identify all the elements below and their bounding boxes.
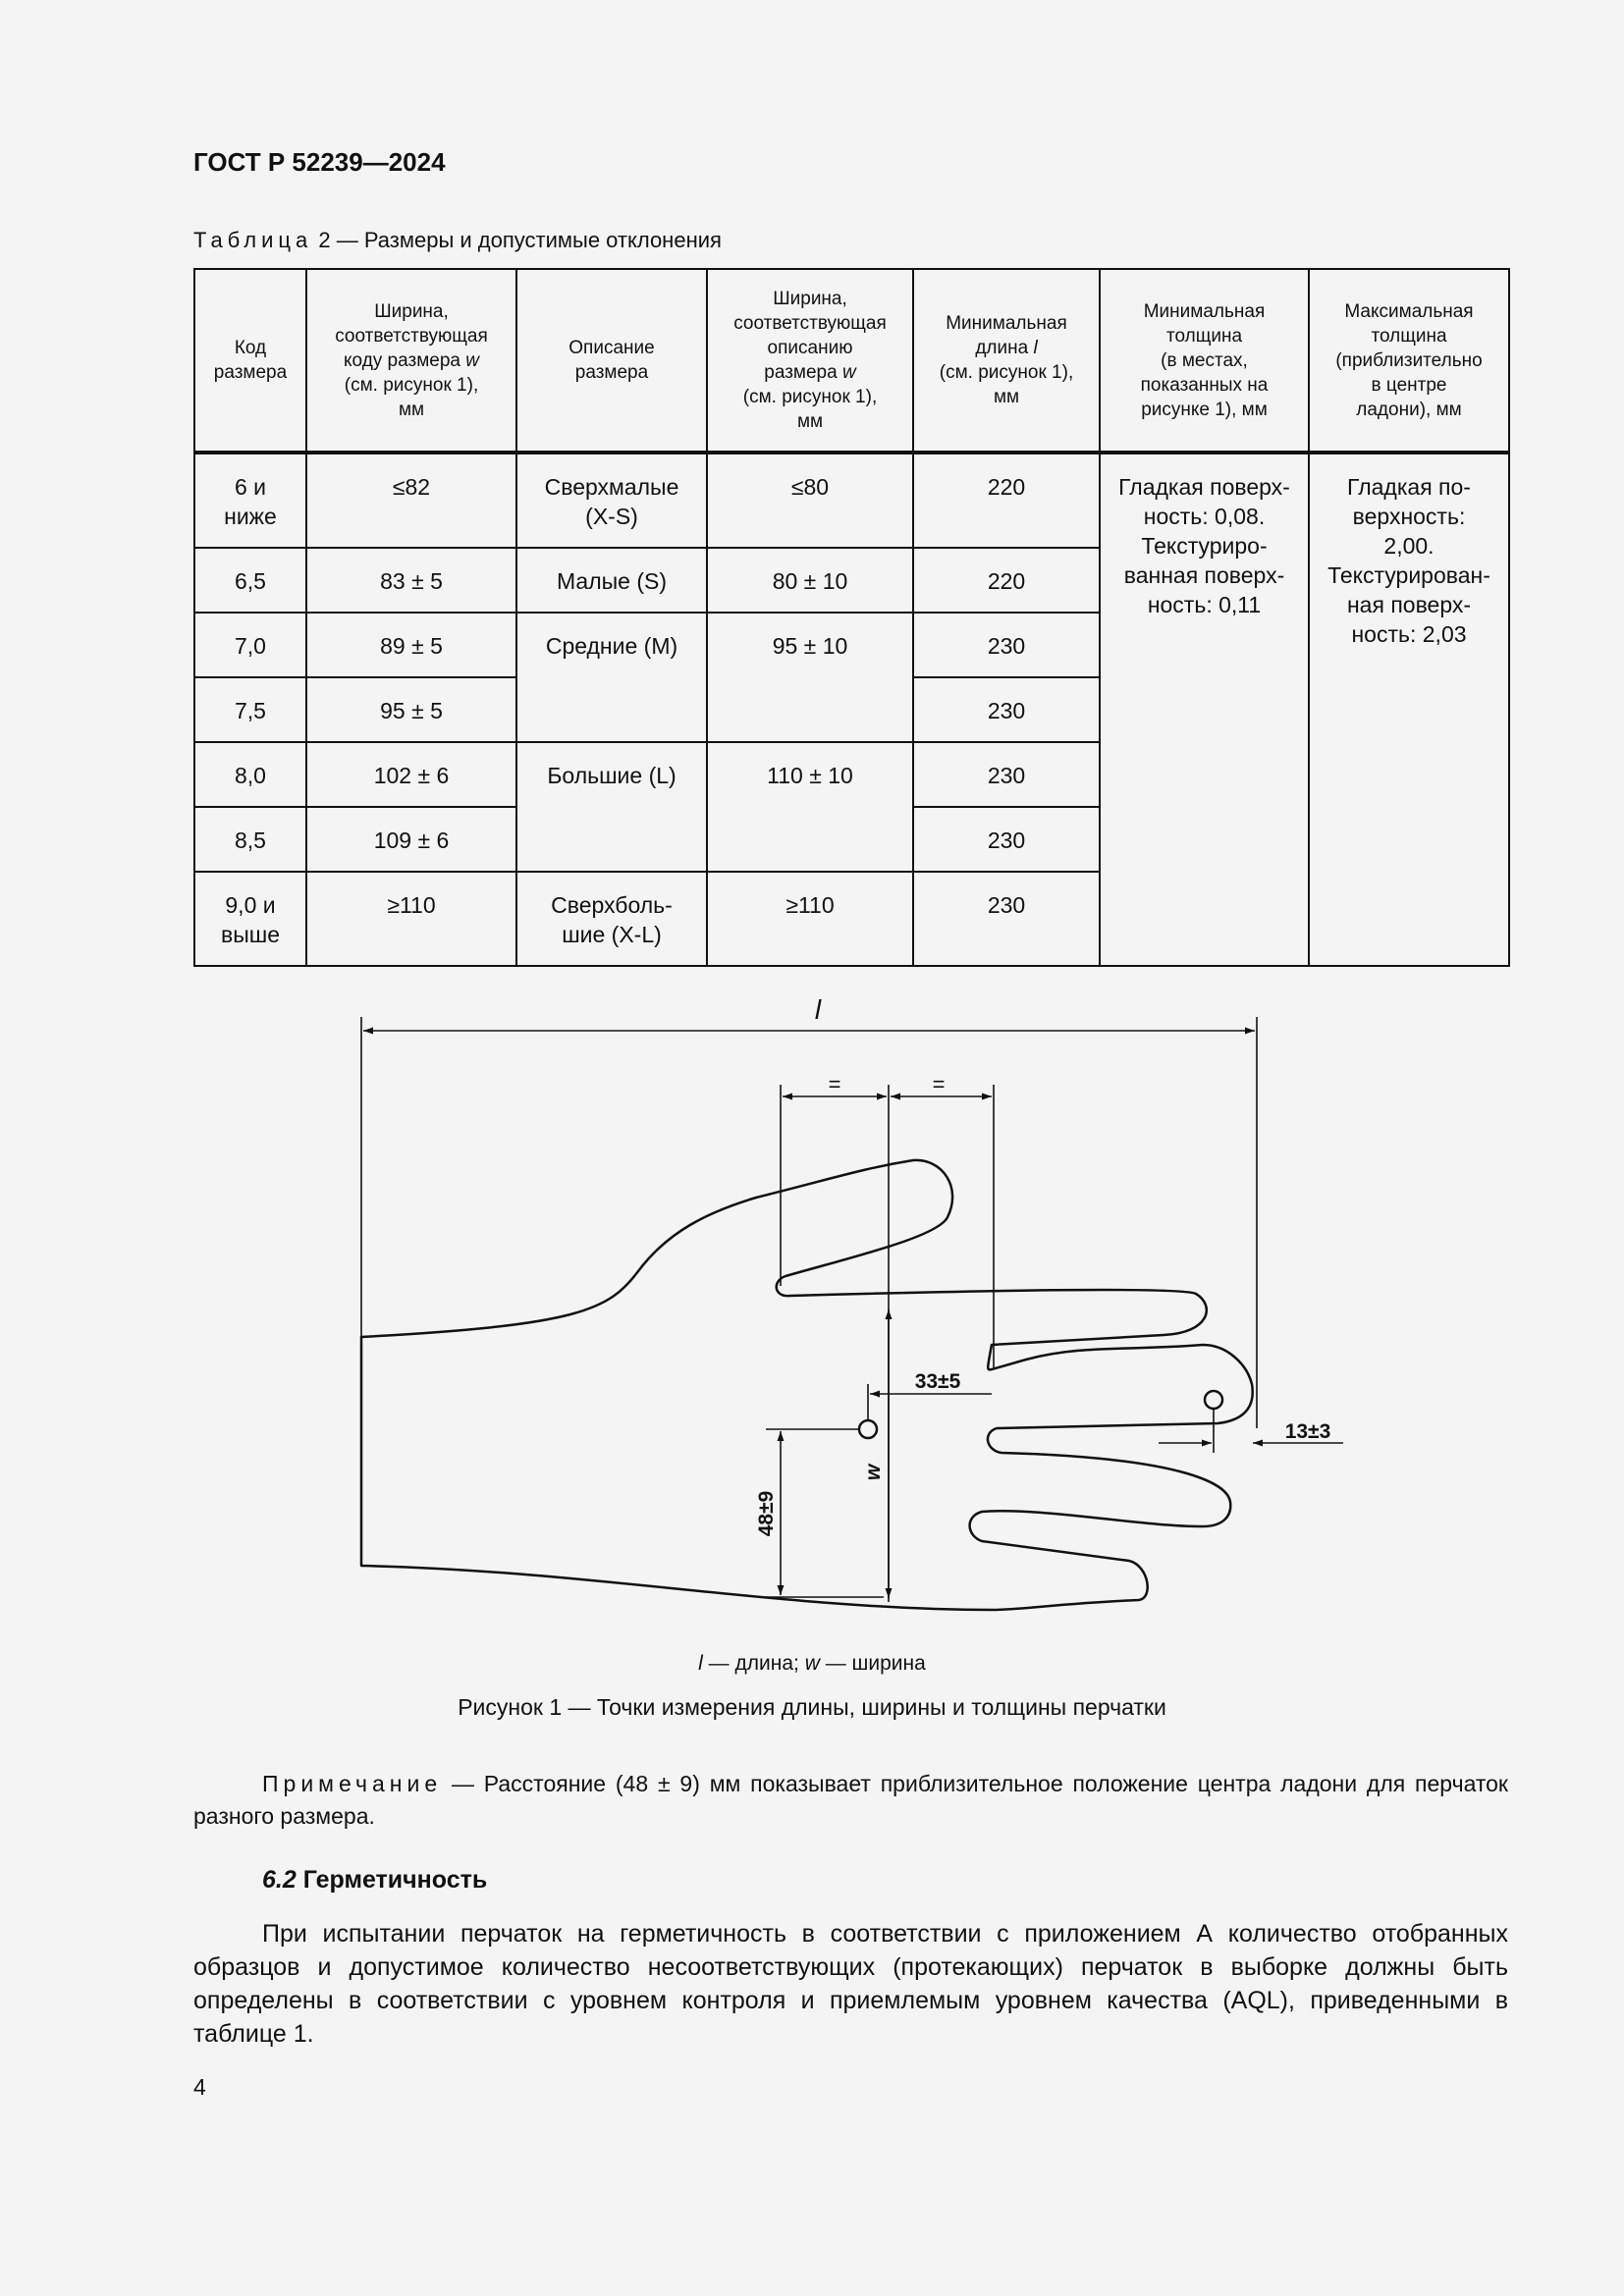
cell-line: толщина (1165, 325, 1243, 347)
table-row (194, 453, 1509, 548)
cell-line: размера (213, 362, 288, 383)
figure-caption: Рисунок 1 — Точки измерения длины, ширины и толщины перчатки (458, 1694, 1166, 1720)
dim-33-label: 33±5 (914, 1370, 961, 1393)
body-paragraph (193, 1917, 1508, 2051)
cell-line: ность: 0,11 (1147, 592, 1262, 617)
body-text: При испытании перчаток на герметичность в соответствии с приложением А количество отобранных образцов и допустимое количество несоответствующих (протекающих) перчаток в выборке должны быть определены в соответствии с уровнем контроля и приемлемым уровнем качества (AQL), приведенными в таблице 1. (193, 1920, 1508, 2048)
cell-width-code: 89 ± 5 (306, 613, 516, 677)
cell-line: 6 и (234, 474, 267, 500)
cell-line: (приблизительно (1335, 349, 1483, 371)
figure-legend (0, 1652, 1624, 1676)
glove-measurement-figure (334, 982, 1365, 1639)
cell-width-code: 102 ± 6 (306, 742, 516, 807)
cell-width-description: 110 ± 10 (707, 742, 913, 872)
cell-line: мм (796, 411, 824, 432)
cell-line: Средние (M) (545, 633, 678, 659)
section-number: 6.2 (262, 1866, 297, 1894)
cell-width-description: 95 ± 10 (707, 613, 913, 742)
cell-line: в центре (1371, 374, 1447, 396)
cell-width-code: ≥110 (306, 872, 516, 966)
glove-outline (361, 1160, 1253, 1610)
cell-min-length: 220 (913, 453, 1100, 548)
equal-mark-right: = (932, 1072, 946, 1096)
cell-min-length: 220 (913, 548, 1100, 613)
cell-line: (X-S) (585, 504, 638, 529)
cell-min-thickness (1100, 453, 1309, 966)
cell-width-code: 83 ± 5 (306, 548, 516, 613)
cell-line: Сверхболь- (551, 892, 673, 918)
length-label: l (814, 994, 822, 1025)
cell-line: (см. рисунок 1), (939, 362, 1074, 383)
header-description (516, 269, 707, 453)
header-width-description (707, 269, 913, 453)
cell-line: (в местах, (1161, 349, 1248, 371)
cell-line: 8,0 (235, 763, 266, 788)
dim-13-label: 13±3 (1284, 1420, 1331, 1443)
cell-description (516, 742, 707, 872)
table-caption (193, 228, 722, 253)
cell-min-length: 230 (913, 742, 1100, 807)
cell-code (194, 548, 306, 613)
note-text: — Расстояние (48 ± 9) мм показывает приблизительное положение центра ладони для перчаток разного размера. (193, 1771, 1508, 1829)
cell-code (194, 807, 306, 872)
cell-line: Ширина, (773, 289, 847, 309)
cell-line: коду размера w (344, 349, 479, 371)
cell-min-length: 230 (913, 807, 1100, 872)
size-table (193, 268, 1510, 967)
cell-line: выше (221, 922, 280, 947)
cell-line: размера (574, 362, 649, 383)
cell-line: (см. рисунок 1), (344, 374, 479, 396)
cell-line: 2,00. (1383, 533, 1435, 559)
legend-text-2: — ширина (819, 1652, 926, 1675)
finger-measurement-point (1205, 1391, 1222, 1409)
cell-line: толщина (1371, 325, 1447, 347)
cell-max-thickness (1309, 453, 1509, 966)
cell-code (194, 742, 306, 807)
cell-code (194, 613, 306, 677)
cell-line: мм (398, 399, 425, 420)
cell-min-length: 230 (913, 872, 1100, 966)
cell-description (516, 613, 707, 742)
cell-line: ность: 2,03 (1351, 621, 1467, 647)
cell-line: 6,5 (235, 568, 266, 594)
width-label: w (862, 1464, 885, 1481)
table-header-row (194, 269, 1509, 453)
cell-line: длина l (975, 338, 1038, 358)
cell-line: 8,5 (235, 828, 266, 853)
cell-line: Малые (S) (556, 568, 667, 594)
cell-min-length: 230 (913, 677, 1100, 742)
cell-line: мм (993, 387, 1020, 407)
cell-line: Гладкая по- (1347, 474, 1471, 500)
cell-line: Код (234, 338, 267, 358)
cell-line: Гладкая поверх- (1118, 474, 1290, 500)
cell-width-description: ≥110 (707, 872, 913, 966)
cell-line: ность: 0,08. (1143, 504, 1266, 529)
cell-line: ная поверх- (1346, 592, 1472, 617)
cell-line: соответствующая (733, 313, 887, 334)
cell-line: (см. рисунок 1), (742, 387, 878, 407)
cell-line: размера w (764, 362, 856, 383)
cell-width-code: ≤82 (306, 453, 516, 548)
legend-w: w (804, 1652, 820, 1675)
cell-width-description: 80 ± 10 (707, 548, 913, 613)
cell-line: Минимальная (946, 313, 1067, 334)
cell-line: 9,0 и (225, 892, 276, 918)
cell-line: Описание (568, 338, 655, 358)
cell-line: описанию (767, 338, 853, 358)
cell-line: Сверхмалые (544, 474, 679, 500)
header-code (194, 269, 306, 453)
note-paragraph (193, 1768, 1508, 1833)
cell-line: ладони), мм (1356, 399, 1462, 420)
cell-width-description: ≤80 (707, 453, 913, 548)
legend-l: l (698, 1652, 703, 1675)
cell-description (516, 453, 707, 548)
cell-width-code: 95 ± 5 (306, 677, 516, 742)
cell-line: шие (X-L) (562, 922, 662, 947)
doc-header: ГОСТ Р 52239—2024 (193, 147, 446, 177)
cell-line: рисунке 1), мм (1141, 399, 1268, 420)
page-number: 4 (193, 2074, 206, 2100)
cell-line: Минимальная (1143, 300, 1266, 322)
cell-line: Максимальная (1344, 300, 1474, 322)
table-caption-word: Таблица (193, 228, 313, 252)
cell-code (194, 872, 306, 966)
cell-line: Текстуриро- (1141, 533, 1268, 559)
cell-line: ниже (224, 504, 277, 529)
header-min-length (913, 269, 1100, 453)
cell-line: Ширина, (374, 300, 449, 322)
cell-line: верхность: (1352, 504, 1466, 529)
cell-line: Большие (L) (547, 763, 677, 788)
header-width-code (306, 269, 516, 453)
section-title: Герметичность (296, 1866, 488, 1894)
dim-48-label: 48±9 (755, 1490, 778, 1537)
note-label: Примечание (262, 1771, 443, 1796)
cell-description (516, 872, 707, 966)
cell-description (516, 548, 707, 613)
legend-text-1: — длина; (702, 1652, 805, 1675)
table-caption-text: 2 — Размеры и допустимые отклонения (312, 228, 722, 252)
section-heading (262, 1866, 487, 1895)
header-max-thickness (1309, 269, 1509, 453)
cell-width-code: 109 ± 6 (306, 807, 516, 872)
cell-code (194, 453, 306, 548)
cell-line: ванная поверх- (1123, 562, 1285, 588)
palm-measurement-point (859, 1420, 877, 1438)
cell-min-length: 230 (913, 613, 1100, 677)
header-min-thickness (1100, 269, 1309, 453)
cell-line: 7,0 (235, 633, 266, 659)
cell-code (194, 677, 306, 742)
cell-line: Текстурирован- (1327, 562, 1490, 588)
cell-line: 7,5 (235, 698, 266, 723)
equal-mark-left: = (828, 1072, 841, 1096)
cell-line: показанных на (1140, 374, 1269, 396)
cell-line: соответствующая (335, 325, 488, 347)
